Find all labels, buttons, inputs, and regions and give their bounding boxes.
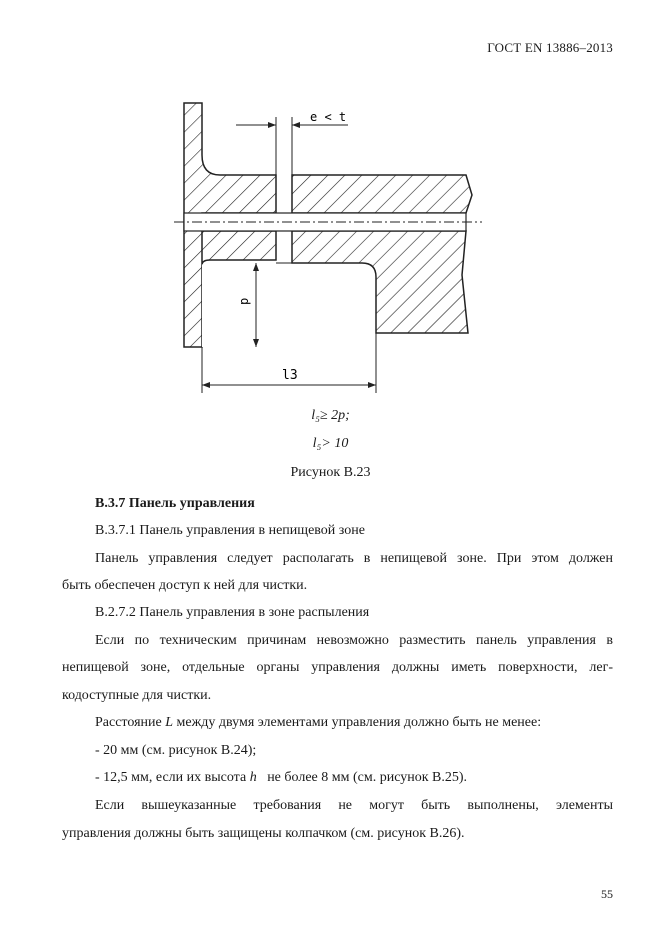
distance-paragraph: Расстояние L между двумя элементами управления должно быть не менее: <box>95 715 542 730</box>
final-paragraph-line-2: управления должны быть защищены колпачком (см. рисунок В.26). <box>62 826 465 841</box>
technical-drawing <box>170 95 490 395</box>
subsection-title-1: В.3.7.1 Панель управления в непищевой зоне <box>95 523 365 538</box>
list-item-2: - 12,5 мм, если их высота h не более 8 мм (см. рисунок В.25). <box>95 770 468 785</box>
block-upper <box>292 175 472 213</box>
page-number: 55 <box>601 887 613 901</box>
formula-1: l₅≥ 2p; <box>311 408 350 423</box>
dim-p-label: p <box>237 297 251 305</box>
dim-e-label: e < t <box>310 110 347 124</box>
block-lower <box>292 231 468 333</box>
document-header: ГОСТ EN 13886–2013 <box>487 40 613 55</box>
subsection-title-2: В.2.7.2 Панель управления в зоне распыления <box>95 605 370 620</box>
paragraph-2-line-3: кодоступные для чистки. <box>62 688 212 703</box>
final-paragraph-line-1: Если вышеуказанные требования не могут быть выполнены, элементы <box>95 798 613 813</box>
list-item-1: - 20 мм (см. рисунок В.24); <box>95 743 257 758</box>
formula-2: l₅> 10 <box>312 436 349 451</box>
section-heading: В.3.7 Панель управления <box>95 496 255 511</box>
figure-caption: Рисунок В.23 <box>290 465 371 480</box>
paragraph-1-line-1: Панель управления следует располагать в непищевой зоне. При этом должен <box>95 551 613 566</box>
paragraph-1-line-2: быть обеспечен доступ к ней для чистки. <box>62 578 308 593</box>
dim-l3-label: l3 <box>282 368 298 383</box>
paragraph-2-line-1: Если по техническим причинам невозможно разместить панель управления в <box>95 633 613 648</box>
paragraph-2-line-2: непищевой зоне, отдельные органы управления должны иметь поверхности, лег- <box>62 660 613 675</box>
